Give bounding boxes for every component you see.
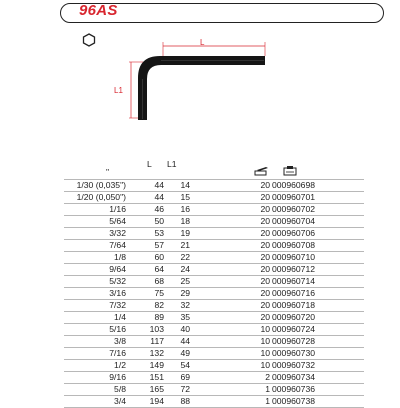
length-cell: 57 [154, 240, 164, 250]
article-code-cell: 000960708 [272, 240, 316, 250]
size-cell: 5/64 [109, 216, 126, 226]
quantity-cell: 20 [260, 216, 270, 226]
pack-icon [254, 166, 270, 176]
article-code-cell: 000960718 [272, 300, 316, 310]
table-row [64, 371, 364, 383]
size-cell: 3/16 [109, 288, 126, 298]
article-code-cell: 000960720 [272, 312, 316, 322]
article-code-cell: 000960698 [272, 180, 316, 190]
size-cell: 5/16 [109, 324, 126, 334]
table-body [64, 179, 364, 408]
size-header: " [106, 167, 110, 177]
size-cell: 3/8 [114, 336, 126, 346]
size-cell: 1/16 [109, 204, 126, 214]
quantity-cell: 10 [260, 324, 270, 334]
short-leg-cell: 32 [180, 300, 190, 310]
table-row [64, 299, 364, 311]
article-code-cell: 000960730 [272, 348, 316, 358]
size-cell: 3/4 [114, 396, 126, 406]
short-leg-cell: 29 [180, 288, 190, 298]
length-cell: 103 [149, 324, 164, 334]
hex-key-drawing [105, 32, 275, 122]
short-leg-cell: 69 [180, 372, 190, 382]
table-row [64, 323, 364, 335]
quantity-cell: 20 [260, 288, 270, 298]
table-row [64, 203, 364, 215]
size-cell: 1/2 [114, 360, 126, 370]
size-cell: 1/30 (0,035") [76, 180, 126, 190]
short-leg-dimension-label: L1 [114, 86, 123, 95]
length-cell: 46 [154, 204, 164, 214]
quantity-cell: 20 [260, 252, 270, 262]
size-cell: 9/64 [109, 264, 126, 274]
short-leg-cell: 14 [180, 180, 190, 190]
weight-icon [283, 165, 297, 176]
length-cell: 75 [154, 288, 164, 298]
article-code-cell: 000960736 [272, 384, 316, 394]
article-code-cell: 000960712 [272, 264, 316, 274]
table-row [64, 311, 364, 323]
article-code-cell: 000960701 [272, 192, 316, 202]
article-code-cell: 000960710 [272, 252, 316, 262]
short-leg-cell: 72 [180, 384, 190, 394]
quantity-cell: 20 [260, 276, 270, 286]
short-leg-cell: 54 [180, 360, 190, 370]
article-code-cell: 000960724 [272, 324, 316, 334]
length-cell: 194 [149, 396, 164, 406]
size-cell: 7/32 [109, 300, 126, 310]
length-cell: 151 [149, 372, 164, 382]
quantity-cell: 10 [260, 348, 270, 358]
quantity-cell: 10 [260, 336, 270, 346]
article-code-cell: 000960716 [272, 288, 316, 298]
article-code-cell: 000960702 [272, 204, 316, 214]
size-cell: 3/32 [109, 228, 126, 238]
table-row [64, 383, 364, 395]
quantity-cell: 20 [260, 240, 270, 250]
length-cell: 53 [154, 228, 164, 238]
short-leg-cell: 40 [180, 324, 190, 334]
length-cell: 50 [154, 216, 164, 226]
quantity-cell: 20 [260, 300, 270, 310]
table-row [64, 179, 364, 191]
short-leg-cell: 22 [180, 252, 190, 262]
article-code-cell: 000960728 [272, 336, 316, 346]
size-cell: 5/32 [109, 276, 126, 286]
short-leg-cell: 18 [180, 216, 190, 226]
table-row [64, 227, 364, 239]
short-leg-cell: 16 [180, 204, 190, 214]
size-cell: 1/8 [114, 252, 126, 262]
length-cell: 149 [149, 360, 164, 370]
short-leg-cell: 19 [180, 228, 190, 238]
hexagon-icon [82, 33, 96, 47]
quantity-cell: 20 [260, 180, 270, 190]
length-cell: 44 [154, 192, 164, 202]
article-code-cell: 000960738 [272, 396, 316, 406]
quantity-cell: 20 [260, 264, 270, 274]
table-row [64, 347, 364, 359]
table-row [64, 335, 364, 347]
length-header: L [147, 159, 152, 169]
article-code-cell: 000960714 [272, 276, 316, 286]
table-row [64, 263, 364, 275]
size-cell: 1/4 [114, 312, 126, 322]
quantity-cell: 20 [260, 192, 270, 202]
table-row [64, 239, 364, 251]
size-cell: 9/16 [109, 372, 126, 382]
article-code-cell: 000960732 [272, 360, 316, 370]
quantity-cell: 20 [260, 312, 270, 322]
length-cell: 44 [154, 180, 164, 190]
article-code-cell: 000960734 [272, 372, 316, 382]
table-row [64, 287, 364, 299]
quantity-cell: 1 [265, 396, 270, 406]
quantity-cell: 20 [260, 204, 270, 214]
length-cell: 89 [154, 312, 164, 322]
length-cell: 117 [150, 336, 164, 346]
length-cell: 82 [154, 300, 164, 310]
short-leg-cell: 24 [180, 264, 190, 274]
table-row [64, 251, 364, 263]
product-code: 96AS [79, 2, 118, 19]
short-leg-cell: 35 [180, 312, 190, 322]
length-cell: 60 [154, 252, 164, 262]
short-leg-cell: 25 [180, 276, 190, 286]
table-row [64, 215, 364, 227]
quantity-cell: 20 [260, 228, 270, 238]
short-leg-cell: 44 [180, 336, 190, 346]
length-cell: 132 [149, 348, 164, 358]
quantity-cell: 1 [265, 384, 270, 394]
size-cell: 7/16 [109, 348, 126, 358]
short-leg-cell: 21 [180, 240, 190, 250]
quantity-cell: 2 [265, 372, 270, 382]
short-leg-cell: 15 [180, 192, 190, 202]
length-cell: 165 [149, 384, 164, 394]
size-cell: 5/8 [114, 384, 126, 394]
short-leg-cell: 88 [180, 396, 190, 406]
article-code-cell: 000960706 [272, 228, 316, 238]
table-row [64, 191, 364, 203]
size-cell: 1/20 (0,050") [76, 192, 126, 202]
table-row [64, 359, 364, 371]
spec-table [64, 157, 364, 408]
length-dimension-label: L [200, 38, 205, 47]
length-cell: 64 [154, 264, 164, 274]
table-row [64, 395, 364, 408]
short-leg-cell: 49 [180, 348, 190, 358]
table-row [64, 275, 364, 287]
size-cell: 7/64 [109, 240, 126, 250]
table-header [64, 157, 364, 179]
article-code-cell: 000960704 [272, 216, 316, 226]
short-leg-header: L1 [167, 159, 177, 169]
quantity-cell: 10 [260, 360, 270, 370]
length-cell: 68 [154, 276, 164, 286]
